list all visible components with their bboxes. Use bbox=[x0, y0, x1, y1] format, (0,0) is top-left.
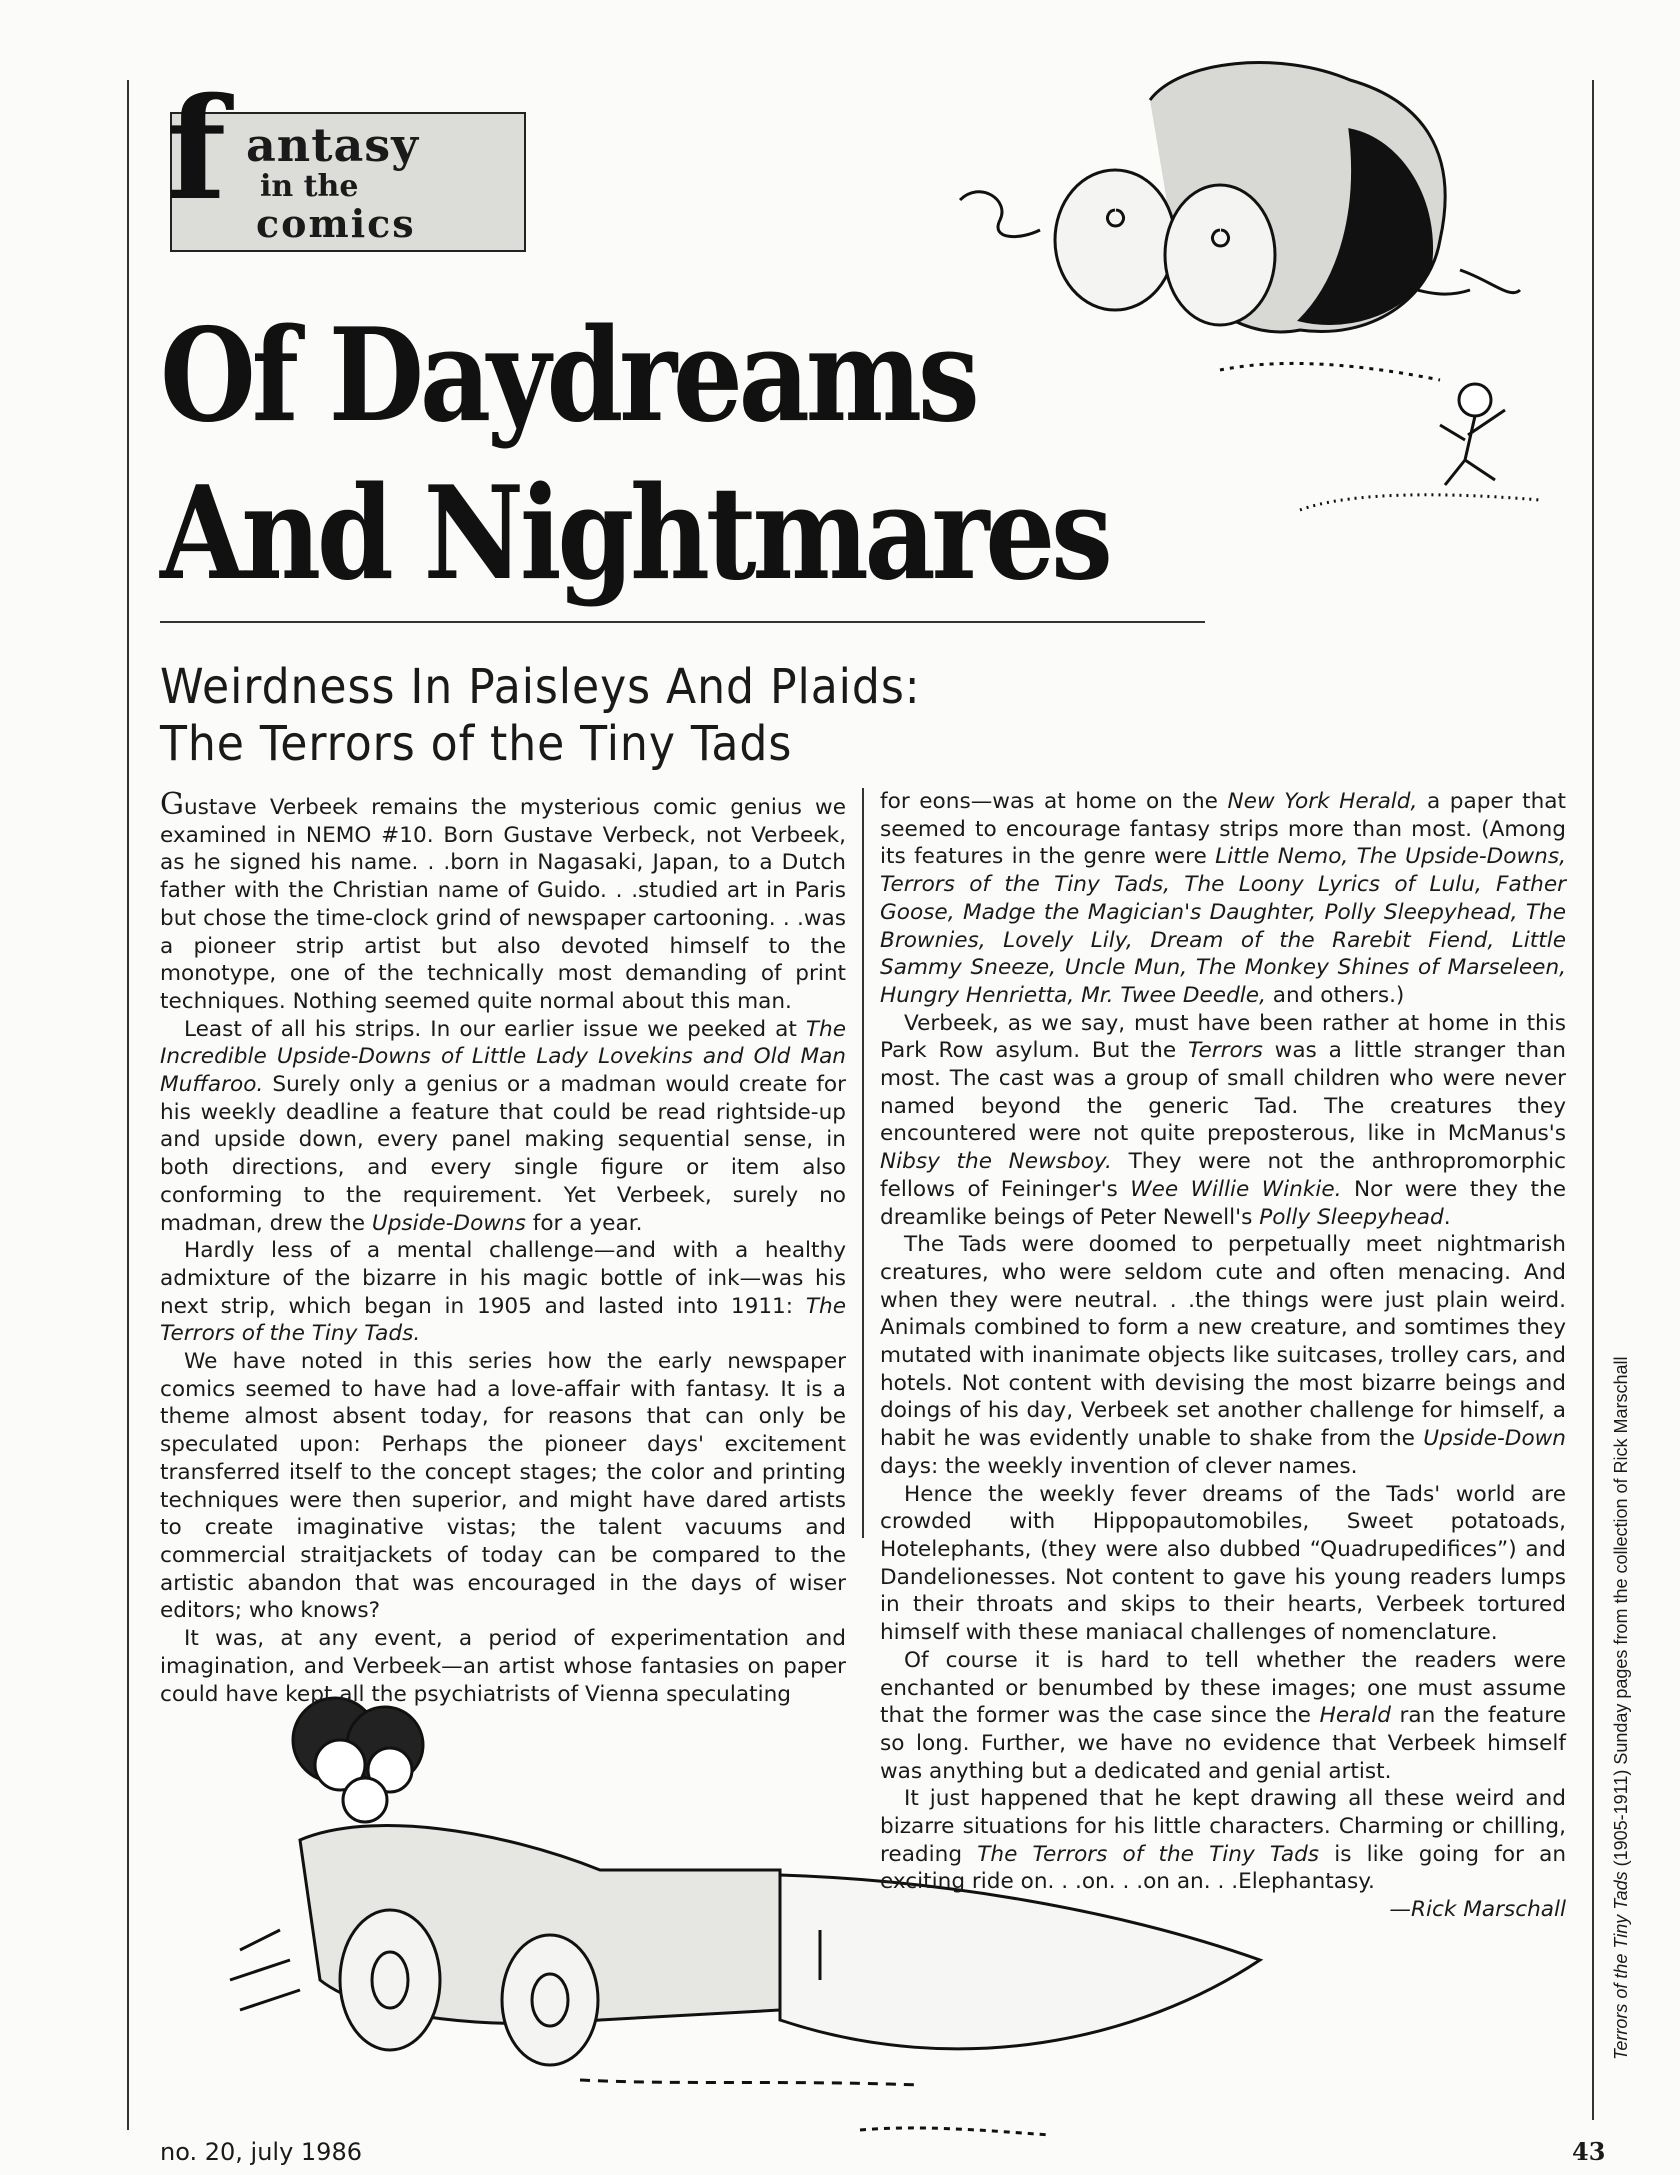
left-border-line bbox=[127, 80, 129, 2130]
text-run: days: the weekly invention of clever names. bbox=[880, 1453, 1358, 1479]
text-run: Gustave Verbeek remains the mysterious comic genius we examined in NEMO #10. Born Gustave Verbeck, not Verbeek, as he signed his name. . .born in Nagasaki, Japan, to a Dutch father with the Christian name of Guido. . .studied art in Paris but chose the time-clock grind of newspaper cartooning. . .was a pioneer strip artist but also devoted himself to the monotype, one of the technically most demanding of print techniques. Nothing seemed quite normal about this man. bbox=[160, 787, 846, 1014]
italic-title-run: Wee Willie Winkie. bbox=[1130, 1176, 1342, 1202]
text-run: Hence the weekly fever dreams of the Tads' world are crowded with Hippopautomobiles, Sweet potatoads, Hotelephants, (they were also dubbed “Quadrupedifices”) and Dandelionesses. Not content to gave his young readers lumps in their throats and skips to their hearts, Verbeek tortured himself with these maniacal challenges of nomenclature. bbox=[880, 1481, 1566, 1646]
italic-title-run: Upside-Downs bbox=[371, 1210, 526, 1236]
logo-line-2: in the bbox=[260, 169, 359, 204]
italic-title-run: The Incredible Upside-Downs of Little Lady Lovekins and Old Man Muffaroo. bbox=[160, 1016, 846, 1098]
article-paragraph bbox=[880, 788, 1566, 1010]
logo-line-1: antasy bbox=[246, 118, 419, 172]
article-paragraph bbox=[160, 1016, 846, 1238]
article-paragraph bbox=[160, 1348, 846, 1625]
text-run: and others.) bbox=[1265, 982, 1405, 1008]
italic-title-run: The Terrors of the Tiny Tads. bbox=[160, 1293, 846, 1347]
italic-title-run: Herald bbox=[1319, 1703, 1391, 1729]
title-rule bbox=[160, 621, 1205, 623]
article-paragraph bbox=[880, 1785, 1566, 1896]
text-run: Hardly less of a mental challenge—and with a healthy admixture of the bizarre in his magic bottle of ink—was his next strip, which began in 1905 and lasted into 1911: bbox=[160, 1238, 846, 1319]
text-run: The Tads were doomed to perpetually meet nightmarish creatures, who were seldom cute and often menacing. And when they were neutral. . .the things were just plain weird. Animals combined to form a new creature, and somtimes they mutated with inanimate objects like suitcases, trolley cars, and hotels. Not content with devising the most bizarre beings and doings of his day, Verbeek set another challenge for himself, a habit he was evidently unable to shake from the bbox=[880, 1232, 1566, 1452]
title-line-1: Of Daydreams bbox=[160, 301, 976, 451]
text-run: Of course it is hard to tell whether the readers were enchanted or benumbed by these images; one must assume that the former was the case since the bbox=[880, 1647, 1566, 1729]
credit-text: (1905-1911) Sunday pages from the collection of Rick Marschall bbox=[1611, 1356, 1631, 1872]
initial-letter: G bbox=[160, 787, 184, 822]
logo-line-3: comics bbox=[256, 201, 416, 246]
italic-title-run: Upside-Down bbox=[1423, 1426, 1566, 1452]
column-divider bbox=[862, 788, 864, 1538]
title-line-2: And Nightmares bbox=[160, 459, 1109, 609]
article-paragraph bbox=[160, 787, 846, 1016]
text-run: was a little stranger than most. The cast was a group of small children who were never named beyond the generic Tad. The creatures they encountered were not quite preposterous, like in McManus's bbox=[880, 1038, 1566, 1147]
author-signature: —Rick Marschall bbox=[1389, 1897, 1566, 1923]
article-column-1 bbox=[160, 787, 846, 1708]
article-paragraph bbox=[160, 1237, 846, 1348]
italic-title-run: Nibsy the Newsboy. bbox=[880, 1149, 1112, 1175]
text-run: We have noted in this series how the early newspaper comics seemed to have had a love-affair with fantasy. It is a theme almost absent today, for reasons that can only be speculated upon: Perhaps the pioneer days' excitement transferred itself to the concept stages; the color and printing techniques were then superior, and might have dared artists to create imaginative vistas; the talent vacuums and commercial straitjackets of today can be compared to the artistic abandon that was encouraged in the days of wiser editors; who knows? bbox=[160, 1349, 846, 1624]
article-paragraph bbox=[880, 1231, 1566, 1480]
article-paragraph bbox=[880, 1481, 1566, 1647]
logo-f: f bbox=[166, 68, 227, 232]
italic-title-run: New York Herald, bbox=[1227, 789, 1418, 814]
article-paragraph bbox=[160, 1625, 846, 1708]
fantasy-in-the-comics-logo bbox=[160, 68, 530, 254]
italic-title-run: Terrors bbox=[1187, 1038, 1263, 1064]
text-run: Nor were they the dreamlike beings of Peter Newell's bbox=[880, 1176, 1566, 1230]
text-run: for a year. bbox=[525, 1210, 643, 1236]
article-paragraph bbox=[880, 1647, 1566, 1786]
text-run: for eons—was at home on the bbox=[880, 789, 1228, 814]
text-run: They were not the anthropromorphic fellows of Feininger's bbox=[880, 1149, 1567, 1202]
subtitle-line-2: The Terrors of the Tiny Tads bbox=[160, 716, 793, 772]
text-run: is like going for an exciting ride on. . .on. . .on an. . .Elephantasy. bbox=[880, 1841, 1567, 1895]
text-run: It just happened that he kept drawing all these weird and bizarre situations for his little characters. Charming or chilling, reading bbox=[880, 1786, 1566, 1867]
italic-title-run: Little Nemo, The Upside-Downs, Terrors of the Tiny Tads, The Loony Lyrics of Lulu, Father Goose, Madge the Magician's Daughter, Polly Sleepyhead, The Brownies, Lovely Lily, Dream of the Rarebit Fiend, Little Sammy Sneeze, Uncle Mun, The Monkey Shines of Marseleen, Hungry Henrietta, Mr. Twee Deedle, bbox=[880, 844, 1566, 1008]
text-run: It was, at any event, a period of experimentation and imagination, and Verbeek—an artist whose fantasies on paper could have kept all the psychiatrists of Vienna speculating bbox=[160, 1626, 846, 1707]
text-run: a paper that seemed to encourage fantasy strips more than most. (Among its features in the genre were bbox=[880, 789, 1566, 870]
text-run: Verbeek, as we say, must have been rather at home in this Park Row asylum. But the bbox=[880, 1010, 1566, 1064]
text-run: ran the feature so long. Further, we have no evidence that Verbeek himself was anything but a dedicated and genial artist. bbox=[880, 1703, 1566, 1784]
credit-title: Terrors of the Tiny Tads bbox=[1611, 1871, 1631, 2060]
text-run: . bbox=[1443, 1204, 1451, 1230]
illustration-credit bbox=[1612, 1356, 1630, 2060]
page-number: 43 bbox=[1572, 2137, 1606, 2166]
hippopautomobile-illustration bbox=[920, 40, 1560, 510]
italic-title-run: The Terrors of the Tiny Tads bbox=[977, 1841, 1320, 1867]
italic-title-run: Polly Sleepyhead bbox=[1259, 1204, 1444, 1230]
right-border-line bbox=[1592, 80, 1594, 2120]
issue-footer: no. 20, july 1986 bbox=[160, 2138, 362, 2166]
subtitle-line-1: Weirdness In Paisleys And Plaids: bbox=[160, 659, 921, 715]
text-run: Least of all his strips. In our earlier issue we peeked at bbox=[184, 1016, 806, 1042]
article-paragraph bbox=[880, 1010, 1566, 1232]
text-run: Surely only a genius or a madman would create for his weekly deadline a feature that could be read rightside-up and upside down, every panel making sequential sense, in both directions, and every single figure or item also conforming to the requirement. Yet Verbeek, surely no madman, drew the bbox=[160, 1072, 846, 1236]
article-column-2 bbox=[880, 788, 1566, 1924]
